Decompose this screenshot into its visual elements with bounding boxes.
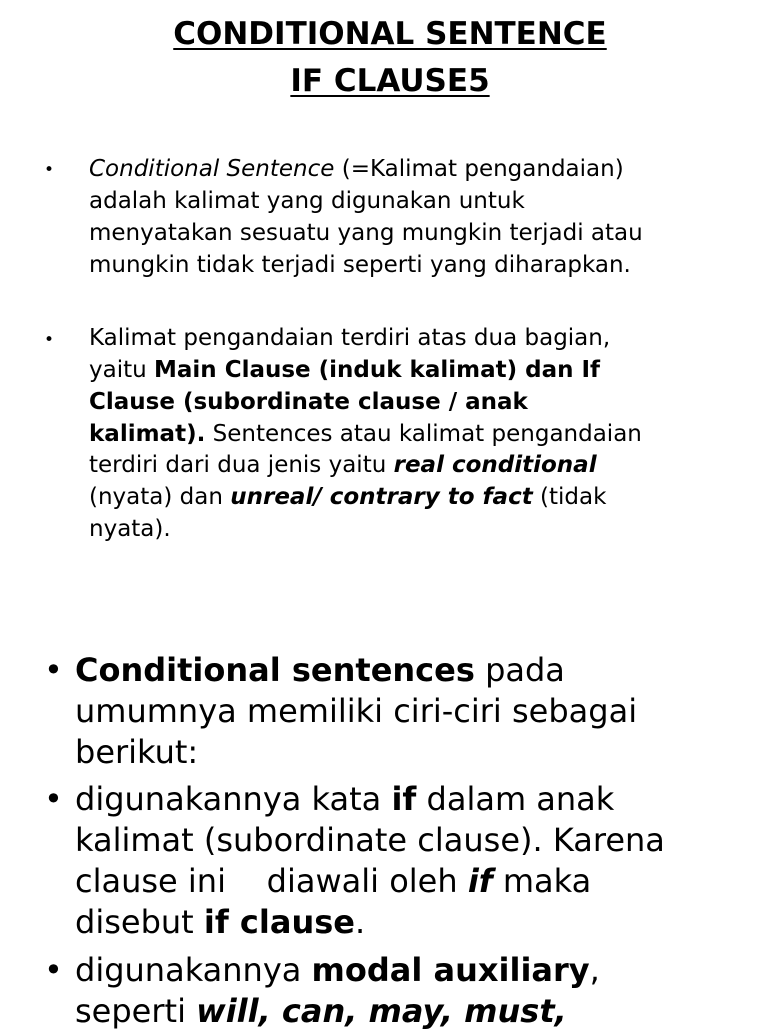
text-line: seperti will, can, may, must, <box>75 992 567 1030</box>
bullet-icon: • <box>44 330 55 350</box>
bullet-icon: • <box>44 160 55 180</box>
text-line: yaitu Main Clause (induk kalimat) dan If <box>89 357 601 383</box>
text-line: Kalimat pengandaian terdiri atas dua bagian, <box>89 325 611 351</box>
bullet-icon: • <box>44 780 63 818</box>
text-line: adalah kalimat yang digunakan untuk <box>89 188 525 214</box>
text-line: Clause (subordinate clause / anak <box>89 389 528 415</box>
text-line: clause ini diawali oleh if maka <box>75 862 592 900</box>
text-line: terdiri dari dua jenis yaitu real conditional <box>89 452 597 478</box>
text-line: digunakannya modal auxiliary, <box>75 951 600 989</box>
text-line: disebut if clause. <box>75 903 366 941</box>
bullet-icon: • <box>44 651 63 689</box>
text-line: kalimat (subordinate clause). Karena <box>75 821 665 859</box>
text-line: menyatakan sesuatu yang mungkin terjadi atau <box>89 220 643 246</box>
text-line: berikut: <box>75 733 199 771</box>
text-line: Conditional Sentence (=Kalimat pengandaian) <box>89 156 624 182</box>
page-subtitle: IF CLAUSE5 <box>290 63 490 99</box>
page-title: CONDITIONAL SENTENCE <box>173 16 607 52</box>
bullet-icon: • <box>44 951 63 989</box>
text-line: digunakannya kata if dalam anak <box>75 780 615 818</box>
text-line: mungkin tidak terjadi seperti yang diharapkan. <box>89 252 631 278</box>
text-line: nyata). <box>89 516 171 542</box>
text-line: umumnya memiliki ciri-ciri sebagai <box>75 692 638 730</box>
text-line: Conditional sentences pada <box>75 651 565 689</box>
text-line: (nyata) dan unreal/ contrary to fact (tidak <box>89 484 607 510</box>
text-line: kalimat). Sentences atau kalimat pengandaian <box>89 421 642 447</box>
